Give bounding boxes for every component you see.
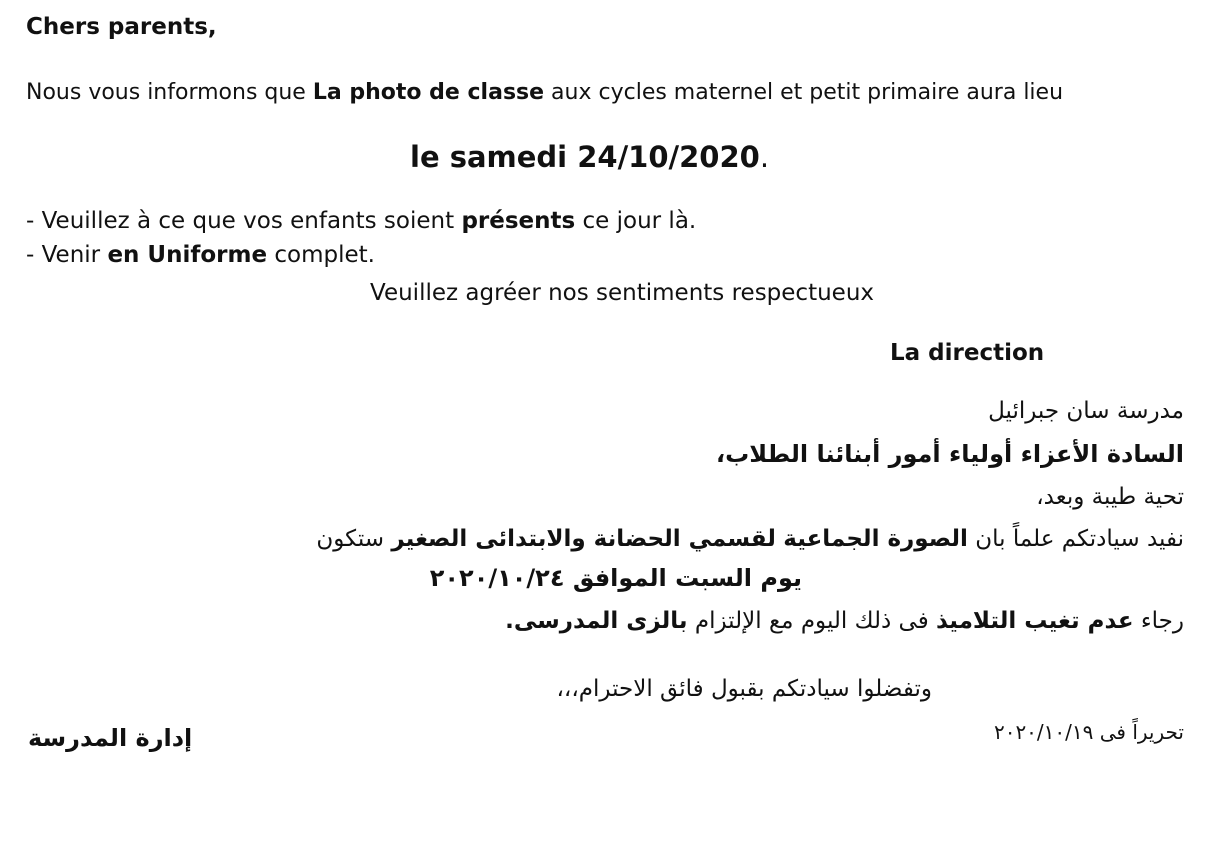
event-date: le samedi 24/10/2020. (410, 140, 770, 174)
date-ar: يوم السبت الموافق ٢٠٢٠/١٠/٢٤ (429, 564, 802, 592)
bullet-uniform: - Venir en Uniforme complet. (26, 242, 375, 268)
closing-fr: Veuillez agréer nos sentiments respectueux (370, 280, 875, 306)
notice-ar: نفيد سيادتكم علماً بان الصورة الجماعية لقسمي الحضانة والابتدائى الصغير ستكون (316, 526, 1184, 552)
salutation-ar: تحية طيبة وبعد، (1036, 484, 1184, 510)
signature-fr: La direction (890, 340, 1045, 366)
school-name: مدرسة سان جبرائيل (988, 398, 1184, 424)
greeting: Chers parents, (26, 14, 217, 40)
intro-paragraph: Nous vous informons que La photo de classe aux cycles maternel et petit primaire aura lieu (26, 80, 1064, 105)
signature-ar: إدارة المدرسة (28, 724, 193, 752)
addressee-ar: السادة الأعزاء أولياء أمور أبنائنا الطلاب، (716, 440, 1184, 468)
closing-ar: وتفضلوا سيادتكم بقبول فائق الاحترام،،، (556, 676, 932, 702)
request-ar: رجاء عدم تغيب التلاميذ فى ذلك اليوم مع الإلتزام بالزى المدرسى. (505, 608, 1184, 634)
bullet-present: - Veuillez à ce que vos enfants soient présents ce jour là. (26, 208, 697, 234)
written-date-ar: تحريراً فى ٢٠٢٠/١٠/١٩ (993, 720, 1184, 744)
